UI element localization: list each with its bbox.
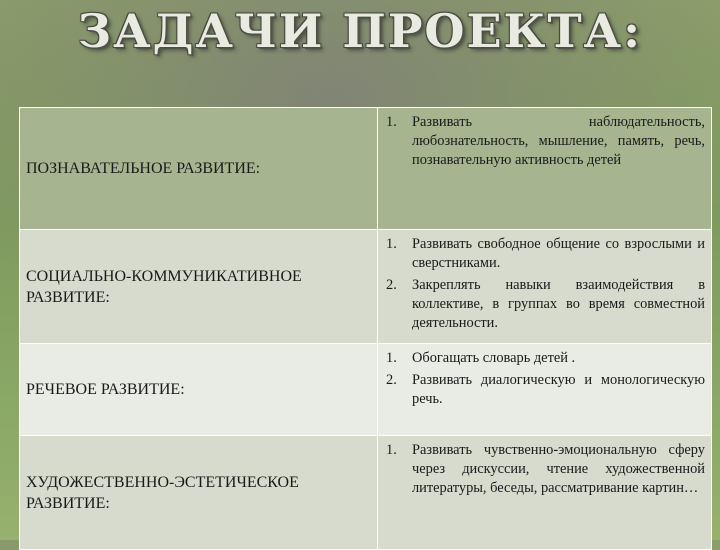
slide-title: ЗАДАЧИ ПРОЕКТА: <box>77 4 643 58</box>
goals-cell <box>378 230 712 344</box>
list-number: 1. <box>386 442 397 458</box>
goals-cell <box>378 436 712 550</box>
goals-list <box>386 113 705 170</box>
list-number: 2. <box>386 372 397 388</box>
table-row <box>20 436 712 550</box>
list-number: 1. <box>386 350 397 366</box>
list-number: 2. <box>386 277 397 293</box>
list-number: 1. <box>386 236 397 252</box>
area-cell: ПОЗНАВАТЕЛЬНОЕ РАЗВИТИЕ: <box>20 108 378 230</box>
list-item <box>386 235 705 273</box>
goals-cell <box>378 344 712 436</box>
table-row <box>20 108 712 230</box>
goal-text: Развивать наблюдательность, любознательность, мышление, память, речь, познавательную активность детей <box>412 114 705 168</box>
list-item <box>386 113 705 170</box>
tasks-table <box>19 107 712 550</box>
goal-text: Развивать свободное общение со взрослыми и сверстниками. <box>412 236 705 271</box>
area-cell: ХУДОЖЕСТВЕННО-ЭСТЕТИЧЕСКОЕ РАЗВИТИЕ: <box>20 436 378 550</box>
area-cell: РЕЧЕВОЕ РАЗВИТИЕ: <box>20 344 378 436</box>
list-number: 1. <box>386 114 397 130</box>
goals-list <box>386 441 705 498</box>
table-row <box>20 230 712 344</box>
list-item <box>386 349 705 368</box>
area-cell: СОЦИАЛЬНО-КОММУНИКАТИВНОЕ РАЗВИТИЕ: <box>20 230 378 344</box>
list-item <box>386 371 705 409</box>
goal-text: Развивать чувственно-эмоциональную сферу через дискуссии, чтение художественной литературы, беседы, рассматривание картин… <box>412 442 705 496</box>
goals-list <box>386 235 705 333</box>
goal-text: Обогащать словарь детей . <box>412 350 576 366</box>
table-row <box>20 344 712 436</box>
goal-text: Закреплять навыки взаимодействия в коллективе, в группах во время совместной деятельности. <box>412 277 705 331</box>
goal-text: Развивать диалогическую и монологическую речь. <box>412 372 705 407</box>
goals-list <box>386 349 705 409</box>
goals-cell <box>378 108 712 230</box>
list-item <box>386 441 705 498</box>
list-item <box>386 276 705 333</box>
